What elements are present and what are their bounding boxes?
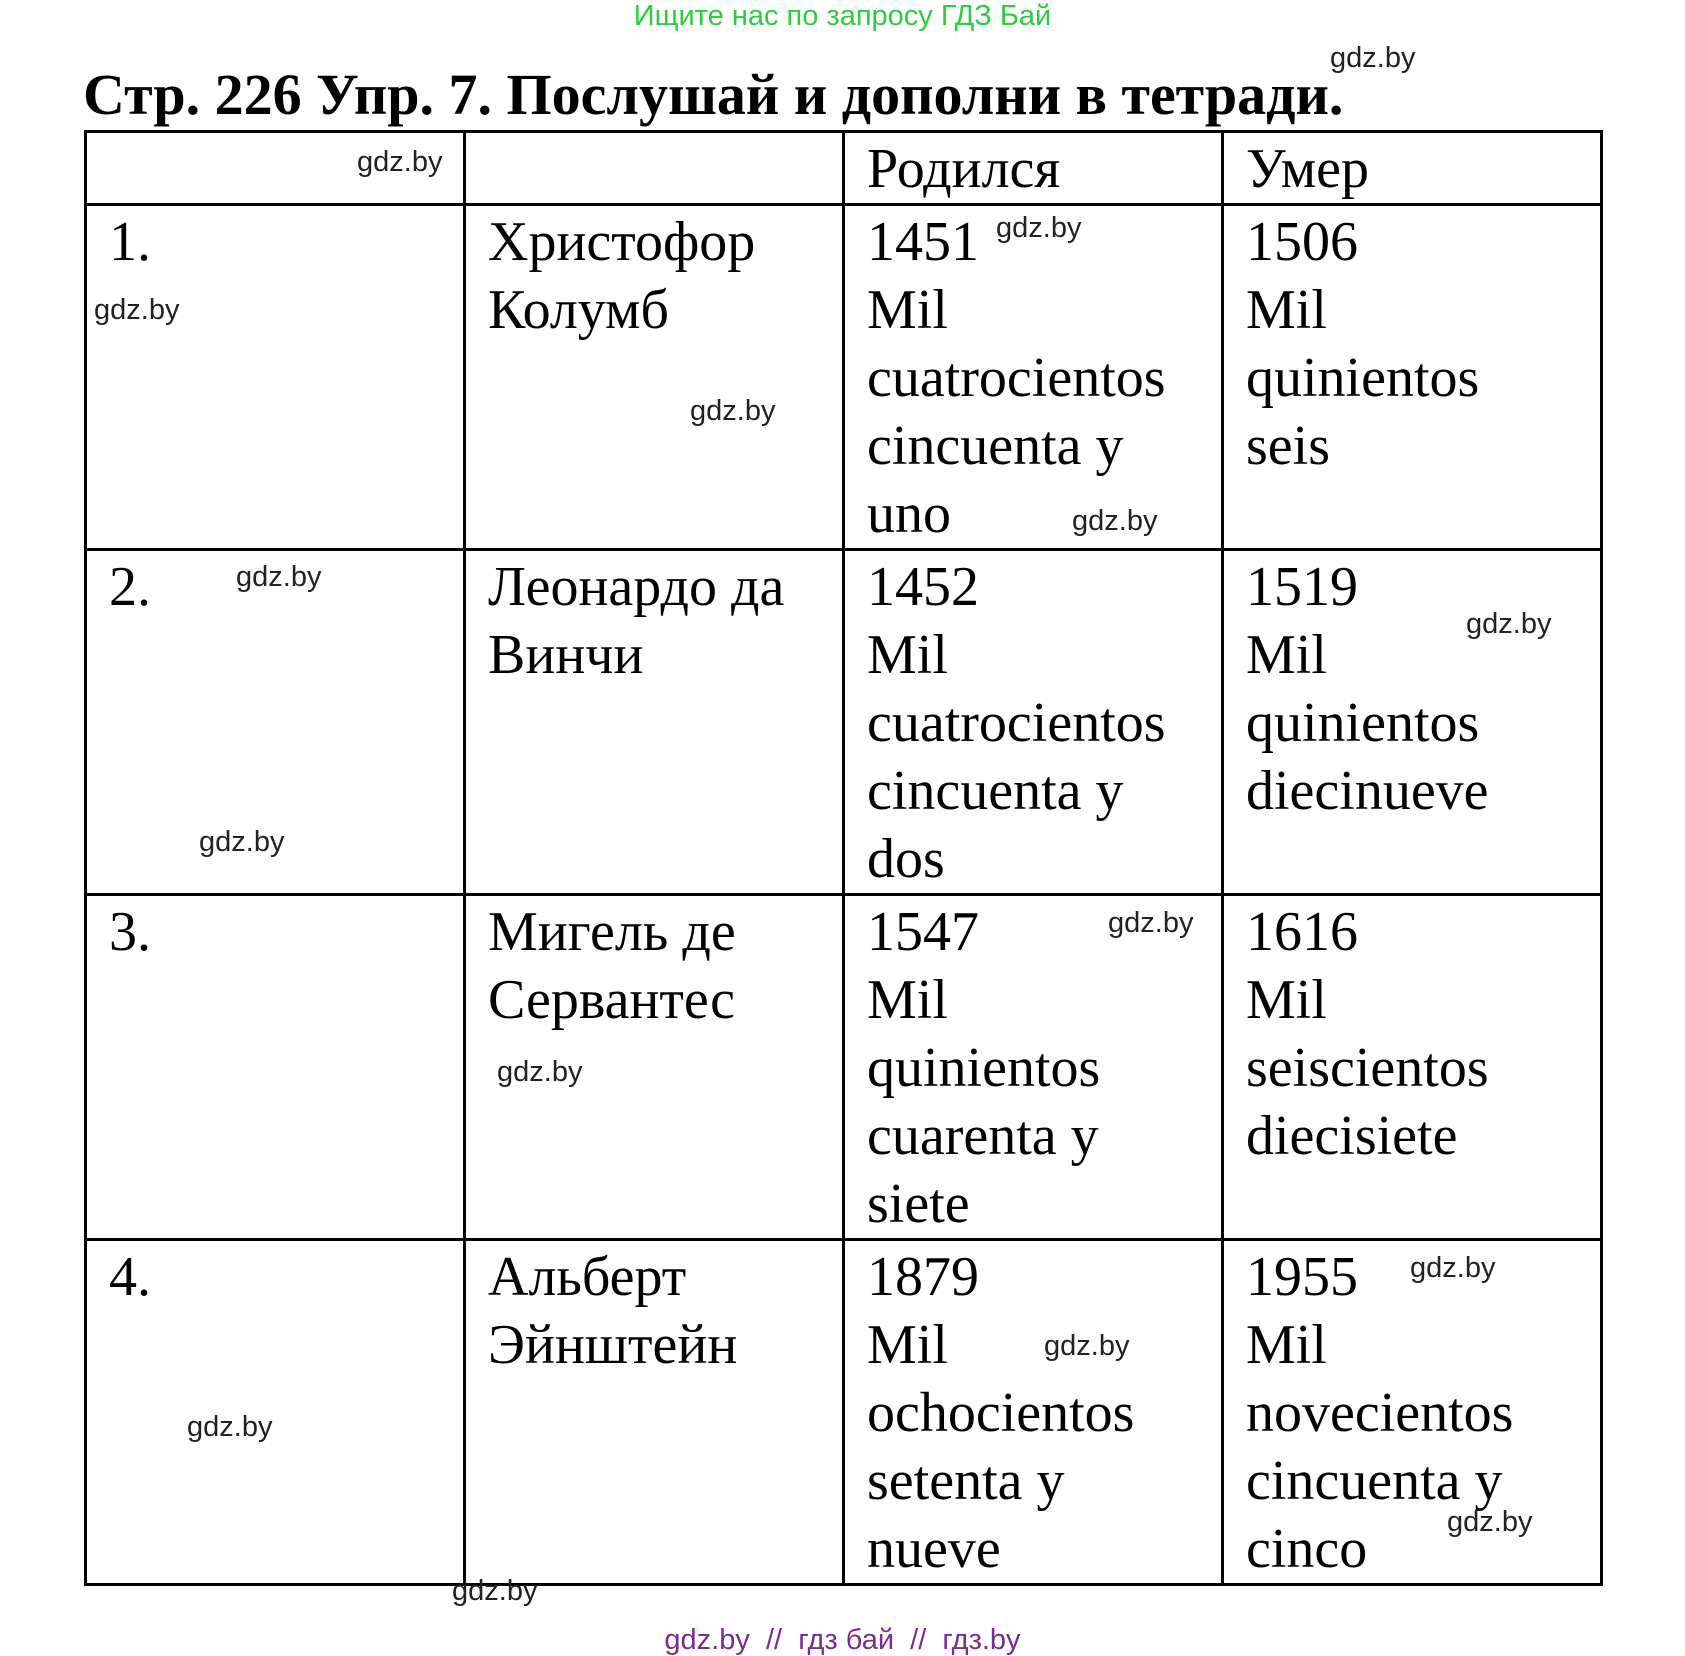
born-line: Mil: [867, 1314, 948, 1376]
footer-links: gdz.by // гдз бай // гдз.by: [664, 1624, 1021, 1656]
died-line: 1519: [1246, 556, 1358, 618]
watermark: gdz.by: [1447, 1506, 1533, 1538]
died-line: seiscientos: [1246, 1037, 1489, 1099]
born-line: 1451: [867, 211, 979, 273]
name-line: Альберт: [488, 1246, 687, 1308]
death-year: [1223, 205, 1602, 550]
death-year: [1223, 550, 1602, 895]
died-line: quinientos: [1246, 347, 1480, 409]
person-name: [465, 205, 844, 550]
watermark: gdz.by: [1410, 1252, 1496, 1284]
died-line: Mil: [1246, 1314, 1327, 1376]
header-cell-born: Родился: [844, 132, 1223, 205]
watermark: gdz.by: [497, 1056, 583, 1088]
birth-year: [844, 550, 1223, 895]
header-cell-name: [465, 132, 844, 205]
watermark: gdz.by: [199, 826, 285, 858]
born-line: uno: [867, 483, 951, 545]
died-line: Mil: [1246, 969, 1327, 1031]
table-row: [86, 1240, 1602, 1585]
born-line: cuarenta y: [867, 1105, 1099, 1167]
died-line: cinco: [1246, 1518, 1368, 1580]
watermark: gdz.by: [1330, 42, 1416, 74]
watermark: gdz.by: [1044, 1330, 1130, 1362]
table-row: [86, 205, 1602, 550]
header-cell-died: Умер: [1223, 132, 1602, 205]
watermark: gdz.by: [690, 395, 776, 427]
born-line: 1547: [867, 901, 979, 963]
name-line: Мигель де: [488, 901, 736, 963]
row-number: 1.: [86, 205, 465, 550]
born-line: quinientos: [867, 1037, 1101, 1099]
born-line: nueve: [867, 1518, 1001, 1580]
name-line: Винчи: [488, 624, 644, 686]
watermark: gdz.by: [1108, 907, 1194, 939]
watermark: gdz.by: [452, 1575, 538, 1607]
table-header-row: [86, 132, 1602, 205]
table-row: [86, 550, 1602, 895]
died-line: quinientos: [1246, 692, 1480, 754]
died-line: 1506: [1246, 211, 1358, 273]
born-line: setenta y: [867, 1450, 1065, 1512]
watermark: gdz.by: [187, 1411, 273, 1443]
death-year: [1223, 895, 1602, 1240]
watermark: gdz.by: [357, 146, 443, 178]
born-line: Mil: [867, 624, 948, 686]
birth-year: [844, 205, 1223, 550]
died-line: diecinueve: [1246, 760, 1489, 822]
died-line: Mil: [1246, 624, 1327, 686]
born-line: 1879: [867, 1246, 979, 1308]
died-line: diecisiete: [1246, 1105, 1458, 1167]
birth-year: [844, 1240, 1223, 1585]
row-number: 3.: [86, 895, 465, 1240]
born-line: Mil: [867, 969, 948, 1031]
name-line: Колумб: [488, 279, 669, 341]
died-line: 1616: [1246, 901, 1358, 963]
died-line: 1955: [1246, 1246, 1358, 1308]
born-line: 1452: [867, 556, 979, 618]
born-line: ochocientos: [867, 1382, 1135, 1444]
name-line: Леонардо да: [488, 556, 785, 618]
watermark: gdz.by: [236, 561, 322, 593]
born-line: cincuenta y: [867, 415, 1124, 477]
born-line: cuatrocientos: [867, 692, 1166, 754]
row-number: 2.: [86, 550, 465, 895]
watermark: gdz.by: [1072, 505, 1158, 537]
died-line: seis: [1246, 415, 1330, 477]
name-line: Сервантес: [488, 969, 735, 1031]
name-line: Христофор: [488, 211, 756, 273]
watermark: gdz.by: [996, 212, 1082, 244]
watermark: gdz.by: [1466, 608, 1552, 640]
born-line: dos: [867, 828, 945, 890]
died-line: novecientos: [1246, 1382, 1514, 1444]
person-name: [465, 550, 844, 895]
page-title: Стр. 226 Упр. 7. Послушай и дополни в тетради.: [83, 62, 1344, 127]
born-line: Mil: [867, 279, 948, 341]
search-banner: Ищите нас по запросу ГДЗ Бай: [633, 0, 1052, 32]
died-line: Mil: [1246, 279, 1327, 341]
born-line: cuatrocientos: [867, 347, 1166, 409]
row-number: 4.: [86, 1240, 465, 1585]
watermark: gdz.by: [94, 294, 180, 326]
person-name: [465, 1240, 844, 1585]
born-line: cincuenta y: [867, 760, 1124, 822]
answer-table: [84, 130, 1603, 1586]
birth-year: [844, 895, 1223, 1240]
death-year: [1223, 1240, 1602, 1585]
died-line: cincuenta y: [1246, 1450, 1503, 1512]
table-row: [86, 895, 1602, 1240]
born-line: siete: [867, 1173, 970, 1235]
name-line: Эйнштейн: [488, 1314, 738, 1376]
